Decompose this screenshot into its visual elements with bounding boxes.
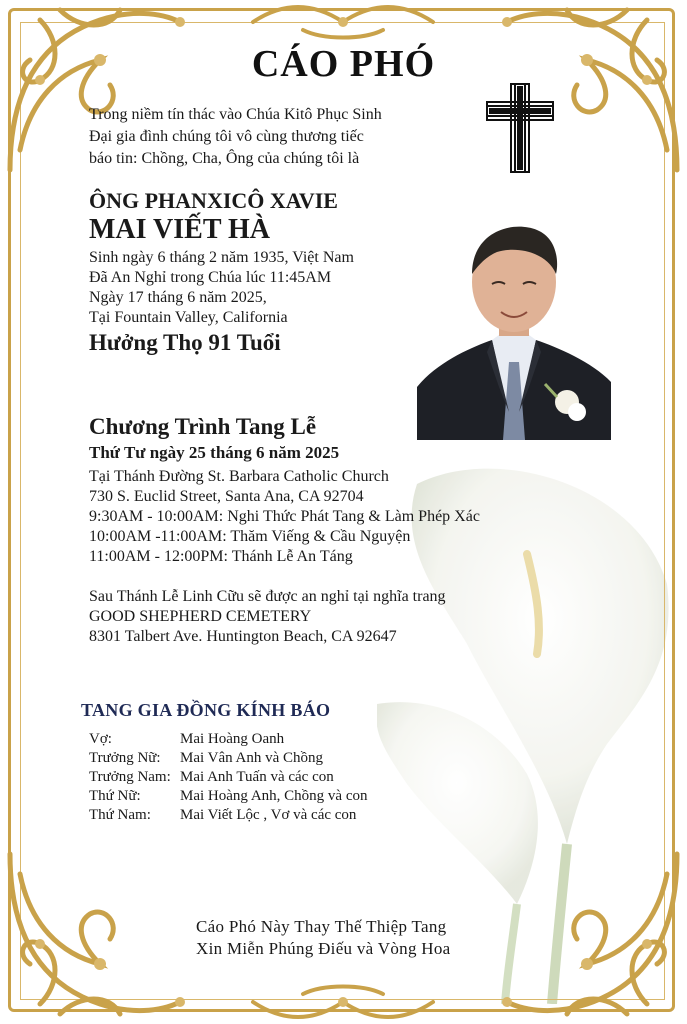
bio-line: Tại Fountain Valley, California <box>89 309 288 326</box>
burial-details <box>89 587 446 647</box>
family-relation: Vợ: <box>89 731 112 747</box>
burial-line: Sau Thánh Lễ Linh Cữu sẽ được an nghỉ tại nghĩa trang <box>89 588 446 605</box>
burial-line: GOOD SHEPHERD CEMETERY <box>89 608 312 625</box>
closing-line: Xin Miễn Phúng Điếu và Vòng Hoa <box>196 939 451 958</box>
program-details <box>89 467 480 567</box>
program-line: Tại Thánh Đường St. Barbara Catholic Church <box>89 468 389 485</box>
family-names: Mai Anh Tuấn và các con <box>180 769 334 785</box>
corner-ornament-icon <box>0 834 190 1024</box>
program-date: Thứ Tư ngày 25 tháng 6 năm 2025 <box>89 443 340 462</box>
family-names: Mai Vân Anh và Chồng <box>180 750 324 766</box>
family-member <box>89 806 367 825</box>
program-line: 730 S. Euclid Street, Santa Ana, CA 92704 <box>89 488 364 505</box>
intro-line: Đại gia đình chúng tôi vô cùng thương tiếc <box>89 128 364 145</box>
family-title: TANG GIA ĐỒNG KÍNH BÁO <box>81 700 331 720</box>
program-line: 10:00AM -11:00AM: Thăm Viếng & Cầu Nguyện <box>89 528 411 545</box>
burial-line: 8301 Talbert Ave. Huntington Beach, CA 92647 <box>89 628 397 645</box>
family-relation: Thứ Nữ: <box>89 788 141 804</box>
family-member <box>89 787 367 806</box>
bio-line: Ngày 17 tháng 6 năm 2025, <box>89 289 267 306</box>
deceased-name: MAI VIẾT HÀ <box>89 214 271 245</box>
cross-icon <box>484 82 556 174</box>
deceased-portrait <box>417 212 611 440</box>
closing-line: Cáo Phó Này Thay Thế Thiệp Tang <box>196 917 447 936</box>
deceased-name-prefix: ÔNG PHANXICÔ XAVIE <box>89 188 338 213</box>
family-relation: Trưởng Nữ: <box>89 750 161 766</box>
program-line: 11:00AM - 12:00PM: Thánh Lễ An Táng <box>89 548 353 565</box>
corner-ornament-icon <box>497 834 687 1024</box>
intro-text <box>89 104 382 170</box>
family-member <box>89 768 367 787</box>
program-title: Chương Trình Tang Lễ <box>89 414 317 439</box>
bio-line: Sinh ngày 6 tháng 2 năm 1935, Việt Nam <box>89 249 354 266</box>
page-title: CÁO PHÓ <box>251 43 436 85</box>
family-list <box>89 730 367 825</box>
family-names: Mai Hoàng Oanh <box>180 731 285 747</box>
family-names: Mai Viết Lộc , Vơ và các con <box>180 807 357 823</box>
scroll-ornament-icon <box>243 982 443 1022</box>
family-member <box>89 749 367 768</box>
deceased-age: Hưởng Thọ 91 Tuổi <box>89 330 281 355</box>
program-line: 9:30AM - 10:00AM: Nghi Thức Phát Tang & Làm Phép Xác <box>89 508 480 525</box>
deceased-bio <box>89 248 354 328</box>
family-relation: Trưởng Nam: <box>89 769 171 785</box>
bio-line: Đã An Nghỉ trong Chúa lúc 11:45AM <box>89 269 332 286</box>
closing-note <box>196 916 451 960</box>
family-member <box>89 730 367 749</box>
scroll-ornament-icon <box>243 2 443 42</box>
intro-line: Trong niềm tín thác vào Chúa Kitô Phục Sinh <box>89 106 382 123</box>
intro-line: báo tin: Chồng, Cha, Ông của chúng tôi là <box>89 150 360 167</box>
family-names: Mai Hoàng Anh, Chồng và con <box>180 788 368 804</box>
family-relation: Thứ Nam: <box>89 807 151 823</box>
